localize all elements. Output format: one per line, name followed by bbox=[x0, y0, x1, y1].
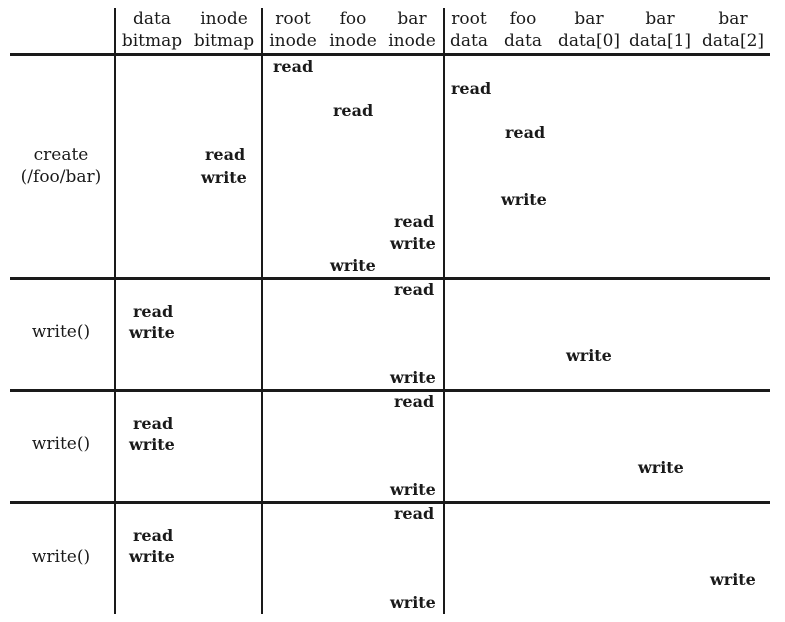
op-root-data-read: read bbox=[451, 79, 492, 98]
op-foo-data-read: read bbox=[505, 123, 546, 142]
op-inode-bitmap-read: read bbox=[205, 145, 246, 164]
column-header-bar-data1 bbox=[624, 8, 696, 52]
column-header-line1: data bbox=[133, 9, 171, 29]
column-header-bar-data2 bbox=[697, 8, 769, 52]
op-foo-inode-read: read bbox=[333, 101, 374, 120]
column-header-line2: inode bbox=[329, 31, 377, 51]
column-header-line2: bitmap bbox=[121, 31, 183, 51]
op-bar-inode-write: write bbox=[390, 593, 436, 612]
column-header-inode-bitmap bbox=[188, 8, 260, 52]
op-inode-bitmap-write: write bbox=[201, 168, 247, 187]
column-header-foo-data bbox=[487, 8, 559, 52]
header-divider bbox=[10, 53, 770, 56]
op-bar-inode-read: read bbox=[394, 212, 435, 231]
column-header-line1: foo bbox=[509, 9, 537, 29]
op-foo-inode-write: write bbox=[330, 256, 376, 275]
column-divider bbox=[114, 8, 116, 614]
column-header-line2: data bbox=[504, 31, 542, 51]
op-bar-inode-read: read bbox=[394, 280, 435, 299]
row-label-line2: (/foo/bar) bbox=[20, 167, 102, 187]
op-data-bitmap-write: write bbox=[129, 435, 175, 454]
column-header-line1: bar bbox=[645, 9, 675, 29]
op-bar-inode-read: read bbox=[394, 392, 435, 411]
op-bar-inode-read: read bbox=[394, 504, 435, 523]
op-bar-data2-write: write bbox=[710, 570, 756, 589]
column-header-bar-data0 bbox=[553, 8, 625, 52]
column-header-line2: inode bbox=[269, 31, 317, 51]
row-divider bbox=[10, 277, 770, 280]
op-data-bitmap-write: write bbox=[129, 323, 175, 342]
column-header-line1: root bbox=[275, 9, 311, 29]
column-header-line2: data bbox=[450, 31, 488, 51]
column-header-line1: foo bbox=[339, 9, 367, 29]
column-divider bbox=[261, 8, 263, 614]
row-divider bbox=[10, 389, 770, 392]
op-data-bitmap-read: read bbox=[133, 302, 174, 321]
column-header-line1: bar bbox=[397, 9, 427, 29]
column-divider bbox=[443, 8, 445, 614]
op-root-inode-read: read bbox=[273, 57, 314, 76]
op-bar-inode-write: write bbox=[390, 368, 436, 387]
op-bar-inode-write: write bbox=[390, 480, 436, 499]
column-header-line2: data[1] bbox=[628, 31, 692, 51]
op-data-bitmap-write: write bbox=[129, 547, 175, 566]
row-divider bbox=[10, 501, 770, 504]
column-header-line1: bar bbox=[574, 9, 604, 29]
row-label-write: write() bbox=[31, 434, 91, 454]
row-label-write: write() bbox=[31, 322, 91, 342]
column-header-line1: root bbox=[451, 9, 487, 29]
op-bar-inode-write: write bbox=[390, 234, 436, 253]
op-bar-data0-write: write bbox=[566, 346, 612, 365]
column-header-line2: data[2] bbox=[701, 31, 765, 51]
row-label-line1: create bbox=[33, 145, 89, 165]
column-header-data-bitmap bbox=[116, 8, 188, 52]
op-bar-data1-write: write bbox=[638, 458, 684, 477]
row-label-write: write() bbox=[31, 547, 91, 567]
op-foo-data-write: write bbox=[501, 190, 547, 209]
column-header-line2: bitmap bbox=[193, 31, 255, 51]
row-label-create bbox=[6, 144, 116, 188]
column-header-line2: inode bbox=[388, 31, 436, 51]
column-header-line1: inode bbox=[200, 9, 248, 29]
op-data-bitmap-read: read bbox=[133, 526, 174, 545]
column-header-line2: data[0] bbox=[557, 31, 621, 51]
column-header-line1: bar bbox=[718, 9, 748, 29]
op-data-bitmap-read: read bbox=[133, 414, 174, 433]
